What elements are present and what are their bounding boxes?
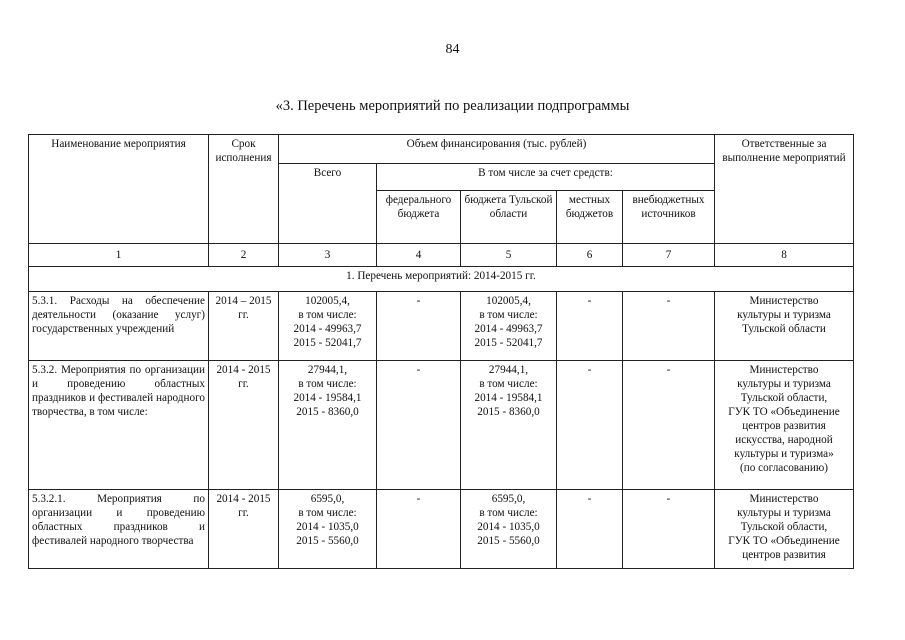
- row-regional: 27944,1, в том числе: 2014 - 19584,1 2015 - 8360,0: [461, 361, 557, 490]
- section-row: [29, 267, 854, 292]
- col-number: 8: [715, 244, 854, 267]
- col-number: 1: [29, 244, 209, 267]
- row-total: 102005,4, в том числе: 2014 - 49963,7 2015 - 52041,7: [279, 292, 377, 361]
- row-term: 2014 - 2015 гг.: [209, 361, 279, 490]
- table-row: [29, 292, 854, 361]
- page-title: «3. Перечень мероприятий по реализации подпрограммы: [275, 98, 630, 114]
- row-extra: -: [623, 361, 715, 490]
- measures-table: [28, 134, 854, 569]
- header-regional: бюджета Тульской области: [461, 191, 557, 244]
- row-extra: -: [623, 490, 715, 569]
- col-number: 7: [623, 244, 715, 267]
- row-federal: -: [377, 292, 461, 361]
- header-including: В том числе за счет средств:: [377, 164, 715, 191]
- row-responsible: Министерство культуры и туризма Тульской области, ГУК ТО «Объединение центров развития: [715, 490, 854, 569]
- row-name: 5.3.1. Расходы на обеспечение деятельности (оказание услуг) государственных учреждений: [29, 292, 209, 361]
- row-total: 27944,1, в том числе: 2014 - 19584,1 2015 - 8360,0: [279, 361, 377, 490]
- page-number: 84: [445, 42, 460, 57]
- row-responsible: Министерство культуры и туризма Тульской области, ГУК ТО «Объединение центров развития искусства, народной культуры и туризма» (по согласованию): [715, 361, 854, 490]
- row-federal: -: [377, 490, 461, 569]
- header-row-1: [29, 135, 854, 164]
- row-local: -: [557, 490, 623, 569]
- table-row: [29, 490, 854, 569]
- row-federal: -: [377, 361, 461, 490]
- header-extra: внебюджетных источников: [623, 191, 715, 244]
- row-regional: 6595,0, в том числе: 2014 - 1035,0 2015 - 5560,0: [461, 490, 557, 569]
- row-term: 2014 – 2015 гг.: [209, 292, 279, 361]
- header-name: Наименование мероприятия: [29, 135, 209, 244]
- column-numbers-row: [29, 244, 854, 267]
- table-row: [29, 361, 854, 490]
- col-number: 3: [279, 244, 377, 267]
- header-term: Срок исполнения: [209, 135, 279, 244]
- row-name: 5.3.2.1. Мероприятия по организации и проведению областных праздников и фестивалей народного творчества: [29, 490, 209, 569]
- header-local: местных бюджетов: [557, 191, 623, 244]
- row-local: -: [557, 361, 623, 490]
- header-total: Всего: [279, 164, 377, 244]
- row-local: -: [557, 292, 623, 361]
- col-number: 5: [461, 244, 557, 267]
- col-number: 4: [377, 244, 461, 267]
- row-extra: -: [623, 292, 715, 361]
- header-federal: федерального бюджета: [377, 191, 461, 244]
- row-responsible: Министерство культуры и туризма Тульской области: [715, 292, 854, 361]
- col-number: 2: [209, 244, 279, 267]
- section-title: 1. Перечень мероприятий: 2014-2015 гг.: [29, 267, 854, 292]
- row-name: 5.3.2. Мероприятия по организации и проведению областных праздников и фестивалей народного творчества, в том числе:: [29, 361, 209, 490]
- col-number: 6: [557, 244, 623, 267]
- header-funding: Объем финансирования (тыс. рублей): [279, 135, 715, 164]
- row-term: 2014 - 2015 гг.: [209, 490, 279, 569]
- header-responsible: Ответственные за выполнение мероприятий: [715, 135, 854, 244]
- row-total: 6595,0, в том числе: 2014 - 1035,0 2015 - 5560,0: [279, 490, 377, 569]
- row-regional: 102005,4, в том числе: 2014 - 49963,7 2015 - 52041,7: [461, 292, 557, 361]
